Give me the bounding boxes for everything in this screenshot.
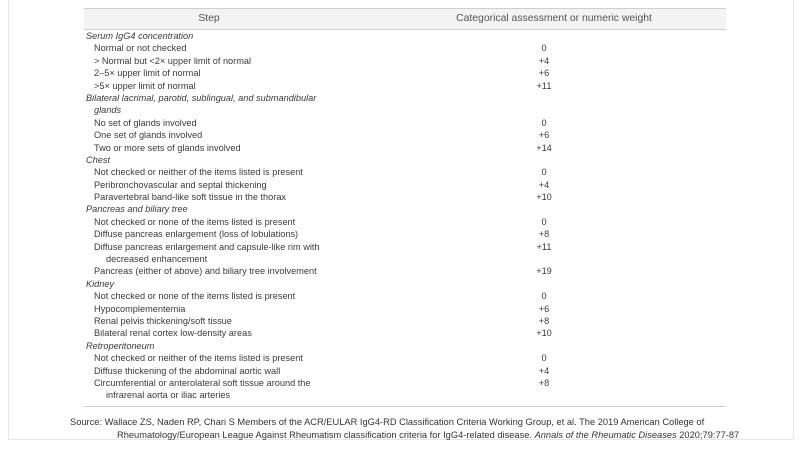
section-title bbox=[84, 92, 726, 117]
section-title bbox=[84, 154, 726, 166]
section-title-text: Serum IgG4 concentration bbox=[86, 31, 194, 41]
table-header bbox=[84, 8, 726, 30]
item-label: Diffuse pancreas enlargement and capsule-like rim with bbox=[94, 241, 320, 252]
item-weight: +4 bbox=[538, 365, 550, 376]
source-line-2-tail: 2020;79:77-87 bbox=[676, 429, 740, 440]
table-row bbox=[84, 80, 726, 92]
table-row bbox=[84, 365, 726, 377]
item-label: Renal pelvis thickening/soft tissue bbox=[94, 316, 232, 327]
table-row bbox=[84, 216, 726, 228]
item-weight: +10 bbox=[536, 192, 552, 203]
item-weight: 0 bbox=[541, 167, 547, 178]
table-row bbox=[84, 42, 726, 54]
item-label: One set of glands involved bbox=[94, 130, 203, 141]
item-label: Pancreas (either of above) and biliary tree involvement bbox=[94, 266, 317, 277]
table-row bbox=[84, 191, 726, 203]
item-label: 2–5× upper limit of normal bbox=[94, 68, 201, 79]
header-value: Categorical assessment or numeric weight bbox=[456, 13, 652, 24]
section-title-text: Chest bbox=[86, 154, 111, 165]
item-weight: +19 bbox=[536, 266, 552, 277]
section-title-continuation: glands bbox=[94, 105, 122, 116]
table-row bbox=[84, 142, 726, 154]
item-label: Normal or not checked bbox=[94, 43, 187, 54]
section-title-text: Kidney bbox=[86, 278, 115, 289]
item-label: Not checked or neither of the items listed is present bbox=[94, 353, 303, 364]
header-step: Step bbox=[198, 13, 220, 24]
table-body bbox=[84, 30, 726, 402]
table-row bbox=[84, 303, 726, 315]
item-label: Diffuse thickening of the abdominal aortic wall bbox=[94, 365, 281, 376]
item-weight: 0 bbox=[541, 353, 547, 364]
section-title-text: Retroperitoneum bbox=[86, 340, 155, 351]
item-weight: +6 bbox=[538, 68, 550, 79]
item-label: Circumferential or anterolateral soft tissue around the bbox=[94, 377, 311, 388]
table-row bbox=[84, 55, 726, 67]
table-row bbox=[84, 67, 726, 79]
item-weight: +14 bbox=[536, 142, 552, 153]
table-row bbox=[84, 377, 726, 402]
item-label: > Normal but <2× upper limit of normal bbox=[94, 55, 252, 66]
item-weight: +6 bbox=[538, 303, 550, 314]
section-title bbox=[84, 203, 726, 215]
item-weight: 0 bbox=[541, 117, 547, 128]
item-label: Not checked or none of the items listed is present bbox=[94, 291, 296, 302]
item-weight: +11 bbox=[536, 80, 552, 91]
item-label: Bilateral renal cortex low-density areas bbox=[94, 328, 252, 339]
table-row bbox=[84, 352, 726, 364]
item-label: Diffuse pancreas enlargement (loss of lobulations) bbox=[94, 229, 299, 240]
table-row bbox=[84, 327, 726, 339]
table-row bbox=[84, 315, 726, 327]
item-weight: +10 bbox=[536, 328, 552, 339]
item-weight: +8 bbox=[538, 229, 550, 240]
table-row bbox=[84, 117, 726, 129]
item-label: Two or more sets of glands involved bbox=[94, 142, 241, 153]
table-row bbox=[84, 241, 726, 266]
item-label-continuation: infrarenal aorta or iliac arteries bbox=[106, 390, 231, 401]
source-citation bbox=[70, 416, 770, 441]
source-line-2-text: Rheumatology/European League Against Rheumatism classification criteria for IgG4-related disease. bbox=[117, 429, 535, 440]
source-line-1: Source: Wallace ZS, Naden RP, Chari S Members of the ACR/EULAR IgG4-RD Classification Criteria Working Group, et al. The 2019 American College of bbox=[70, 417, 705, 427]
item-label: Not checked or none of the items listed is present bbox=[94, 216, 296, 227]
table-row bbox=[84, 290, 726, 302]
source-line-2 bbox=[70, 429, 770, 442]
section-title-text: Bilateral lacrimal, parotid, sublingual, and submandibular bbox=[86, 92, 317, 103]
table-bottom-rule bbox=[84, 402, 726, 407]
item-label: Not checked or neither of the items listed is present bbox=[94, 167, 303, 178]
item-weight: 0 bbox=[541, 216, 547, 227]
item-label: Paravertebral band-like soft tissue in the thorax bbox=[94, 192, 287, 203]
item-weight: +8 bbox=[538, 377, 550, 388]
item-label: >5× upper limit of normal bbox=[94, 80, 196, 91]
section-title bbox=[84, 30, 726, 42]
item-weight: +11 bbox=[536, 241, 552, 252]
item-weight: +4 bbox=[538, 55, 550, 66]
section-title bbox=[84, 340, 726, 352]
table-row bbox=[84, 228, 726, 240]
item-weight: 0 bbox=[541, 291, 547, 302]
item-weight: +6 bbox=[538, 130, 550, 141]
table-row bbox=[84, 166, 726, 178]
section-title bbox=[84, 278, 726, 290]
item-weight: +8 bbox=[538, 316, 550, 327]
item-label-continuation: decreased enhancement bbox=[106, 254, 208, 265]
item-label: Peribronchovascular and septal thickening bbox=[94, 179, 267, 190]
table-row bbox=[84, 129, 726, 141]
item-weight: +4 bbox=[538, 179, 550, 190]
table-row bbox=[84, 265, 726, 277]
item-label: No set of glands involved bbox=[94, 117, 197, 128]
item-label: Hypocomplementemia bbox=[94, 303, 186, 314]
journal-name: Annals of the Rheumatic Diseases bbox=[534, 429, 677, 440]
criteria-table bbox=[84, 8, 726, 407]
table-row bbox=[84, 179, 726, 191]
item-weight: 0 bbox=[541, 43, 547, 54]
section-title-text: Pancreas and biliary tree bbox=[86, 204, 188, 215]
